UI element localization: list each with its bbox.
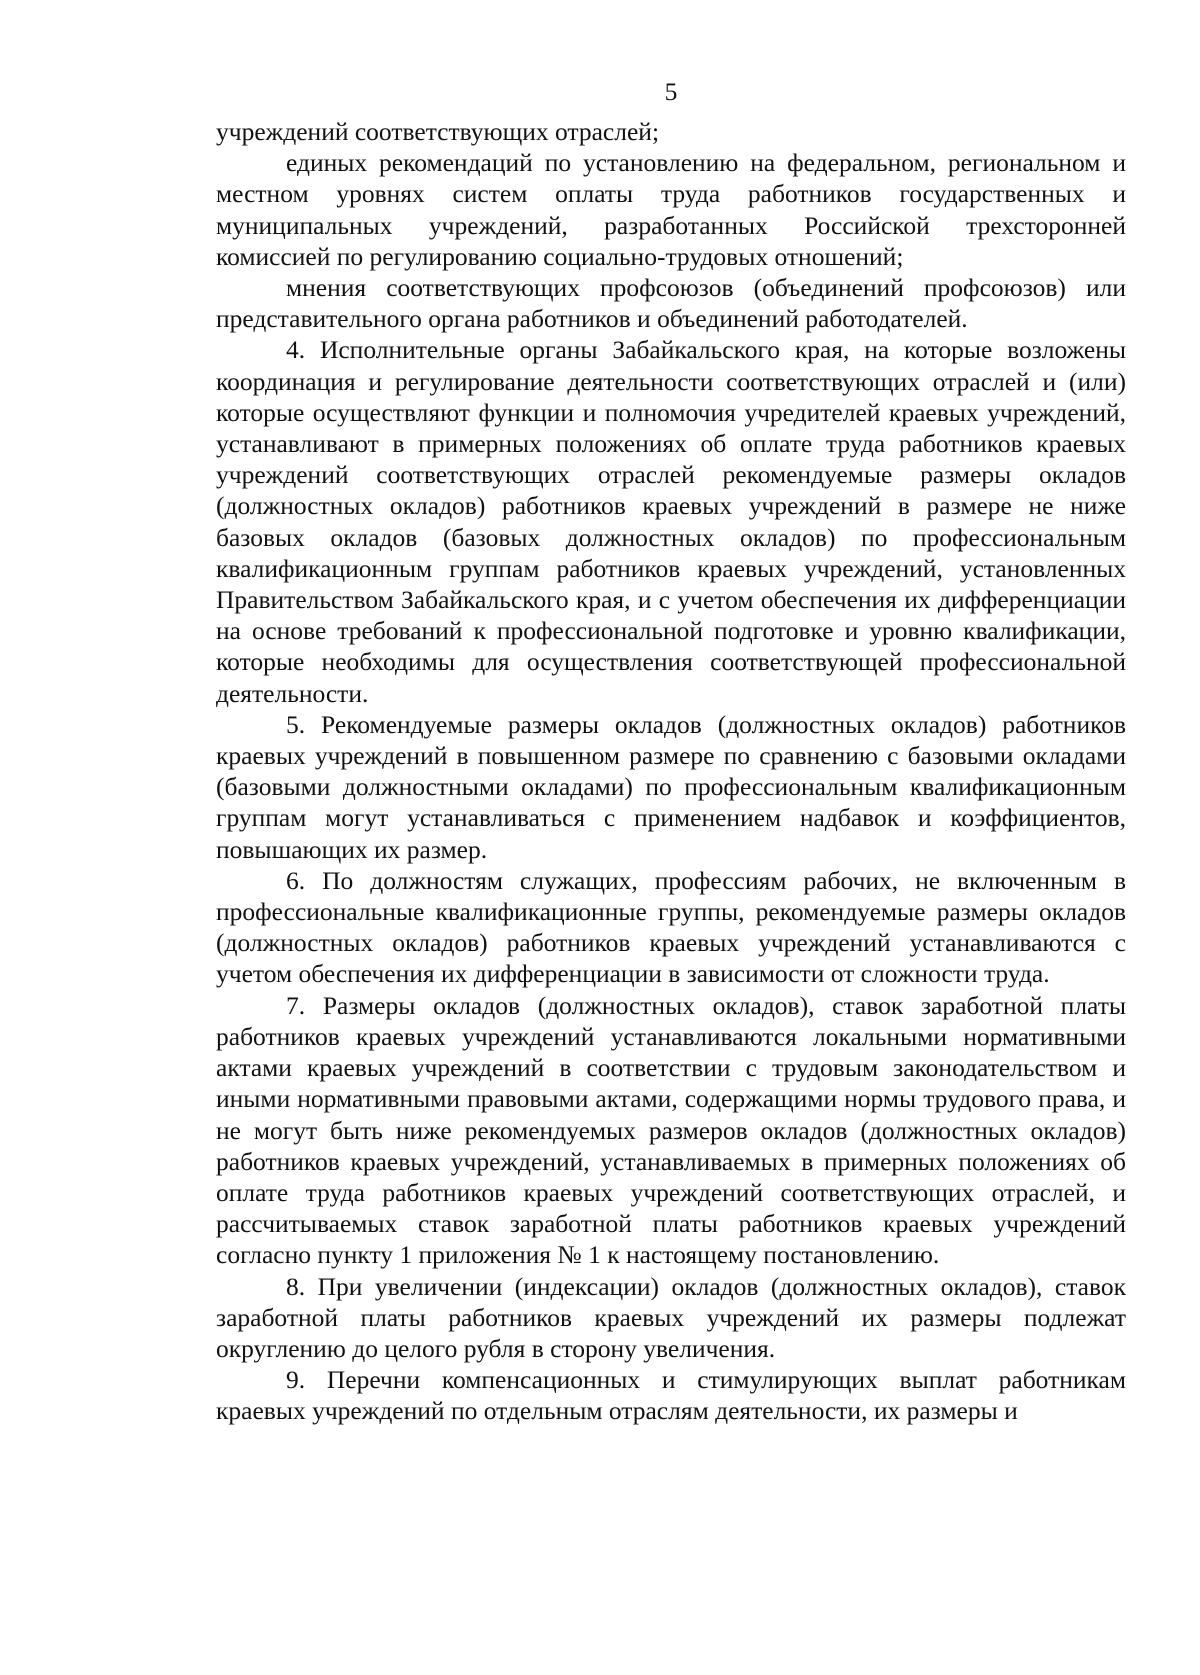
paragraph-item-9: 9. Перечни компенсационных и стимулирующих выплат работникам краевых учреждений по отдельным отраслям деятельности, их размеры и (216, 1365, 1126, 1426)
paragraph-item-5: 5. Рекомендуемые размеры окладов (должностных окладов) работников краевых учреждений в повышенном размере по сравнению с базовыми окладами (базовыми должностными окладами) по профессиональным квалификационным группам могут устанавливаться с применением надбавок и коэффициентов, повышающих их размер. (216, 709, 1126, 864)
paragraph-trade-union-opinion: мнения соответствующих профсоюзов (объединений профсоюзов) или представительного органа работников и объединений работодателей. (216, 273, 1126, 334)
paragraph-continuation-institutions: учреждений соответствующих отраслей; (216, 117, 660, 146)
paragraph-item-7: 7. Размеры окладов (должностных окладов), ставок заработной платы работников краевых учреждений устанавливаются локальными нормативными актами краевых учреждений в соответствии с трудовым законодательством и иными нормативными правовыми актами, содержащими нормы трудового права, и не могут быть ниже рекомендуемых размеров окладов (должностных окладов) работников краевых учреждений, устанавливаемых в примерных положениях об оплате труда работников краевых учреждений соответствующих отраслей, и рассчитываемых ставок заработной платы работников краевых учреждений согласно пункту 1 приложения № 1 к настоящему постановлению. (216, 990, 1126, 1270)
paragraph-item-4: 4. Исполнительные органы Забайкальского края, на которые возложены координация и регулирование деятельности соответствующих отраслей и (или) которые осуществляют функции и полномочия учредителей краевых учреждений, устанавливают в примерных положениях об оплате труда работников краевых учреждений соответствующих отраслей рекомендуемые размеры окладов (должностных окладов) работников краевых учреждений в размере не ниже базовых окладов (базовых должностных окладов) по профессиональным квалификационным группам работников краевых учреждений, установленных Правительством Забайкальского края, и с учетом обеспечения их дифференциации на основе требований к профессиональной подготовке и уровню квалификации, которые необходимы для осуществления соответствующей профессиональной деятельности. (216, 335, 1126, 708)
paragraph-unified-recommendations: единых рекомендаций по установлению на федеральном, региональном и местном уровнях систем оплаты труда работников государственных и муниципальных учреждений, разработанных Российской трехсторонней комиссией по регулированию социально-трудовых отношений; (216, 148, 1126, 271)
page-number: 5 (664, 77, 678, 106)
paragraph-item-6: 6. По должностям служащих, профессиям рабочих, не включенным в профессиональные квалификационные группы, рекомендуемые размеры окладов (должностных окладов) работников краевых учреждений устанавливаются с учетом обеспечения их дифференциации в зависимости от сложности труда. (216, 865, 1126, 989)
document-body (216, 116, 1126, 1427)
paragraph-item-8: 8. При увеличении (индексации) окладов (должностных окладов), ставок заработной платы работников краевых учреждений их размеры подлежат округлению до целого рубля в сторону увеличения. (216, 1271, 1126, 1363)
